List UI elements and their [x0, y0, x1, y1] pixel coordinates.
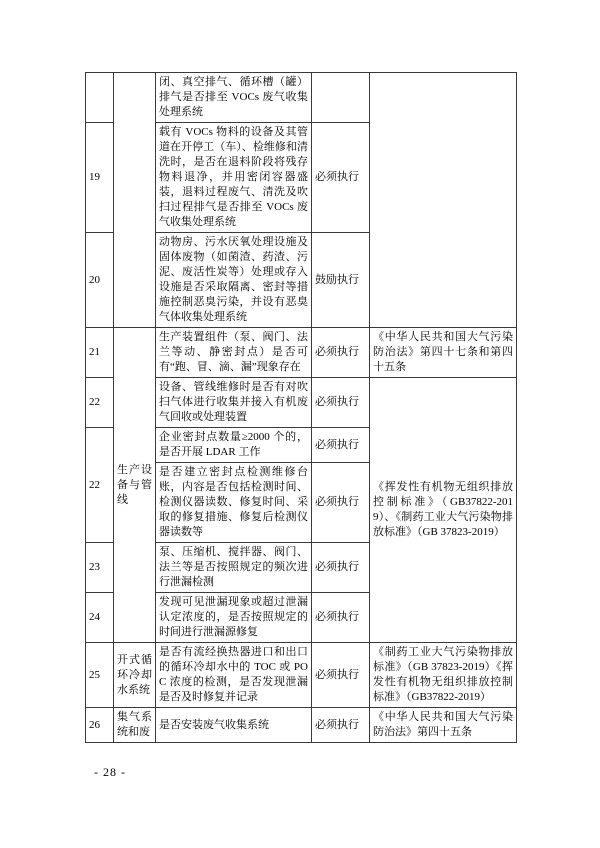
- row-number-cell: 22: [86, 378, 114, 428]
- requirement-cell: [312, 73, 370, 123]
- row-number-cell: 22: [86, 428, 114, 543]
- page-number: - 28 -: [94, 765, 126, 779]
- legal-basis-cell: 《挥发性有机物无组织排放控制标准》（GB37822-2019）、《制药工业大气污染物排放标准》（GB 37823-2019）: [370, 378, 517, 643]
- requirement-cell: 必须执行: [312, 593, 370, 643]
- requirement-cell: 必须执行: [312, 328, 370, 378]
- requirement-cell: 必须执行: [312, 543, 370, 593]
- row-number-cell: 23: [86, 543, 114, 593]
- content-cell: 发现可见泄漏现象或超过泄漏认定浓度的，是否按照规定的时间进行泄漏源修复: [156, 593, 312, 643]
- content-cell: 是否建立密封点检测维修台账，内容是否包括检测时间、检测仪器读数、修复时间、采取的修复措施、修复后检测仪器读数等: [156, 463, 312, 543]
- requirement-cell: 必须执行: [312, 123, 370, 233]
- row-number-cell: 24: [86, 593, 114, 643]
- content-cell: 动物房、污水厌氧处理设施及固体废物（如菌渣、药渣、污泥、废活性炭等）处理或存入设施是否采取隔离、密封等措施控制恶臭污染，并设有恶臭气体收集处理系统: [156, 233, 312, 328]
- table-row: [86, 708, 517, 743]
- row-number-cell: 25: [86, 643, 114, 708]
- requirement-cell: 必须执行: [312, 378, 370, 428]
- row-number-cell: 20: [86, 233, 114, 328]
- content-cell: 载有 VOCs 物料的设备及其管道在开停工（车）、检维修和清洗时，是否在退料阶段将残存物料退净，并用密闭容器盛装，退料过程废气、清洗及吹扫过程排气是否排至 VOCs 废气收集处理系统: [156, 123, 312, 233]
- row-number-cell: [86, 73, 114, 123]
- category-cell: [114, 73, 156, 328]
- category-cell: 集气系统和废: [114, 708, 156, 743]
- table-row: [86, 643, 517, 708]
- requirement-cell: 必须执行: [312, 428, 370, 463]
- category-cell: 生产设备与管线: [114, 328, 156, 643]
- content-cell: 闭、真空排气、循环槽（罐）排气是否排至 VOCs 废气收集处理系统: [156, 73, 312, 123]
- legal-basis-cell: 《中华人民共和国大气污染防治法》第四十七条和第四十五条: [370, 328, 517, 378]
- content-cell: 泵、压缩机、搅拌器、阀门、法兰等是否按照规定的频次进行泄漏检测: [156, 543, 312, 593]
- table-row: [86, 73, 517, 123]
- requirement-cell: 鼓励执行: [312, 233, 370, 328]
- content-cell: 设备、管线维修时是否有对吹扫气体进行收集并接入有机废气回收或处理装置: [156, 378, 312, 428]
- content-cell: 是否安装废气收集系统: [156, 708, 312, 743]
- legal-basis-cell: [370, 73, 517, 328]
- row-number-cell: 26: [86, 708, 114, 743]
- content-cell: 生产装置组件（泵、阀门、法兰等动、静密封点）是否可有“跑、冒、滴、漏”现象存在: [156, 328, 312, 378]
- inspection-checklist-table: [85, 72, 517, 743]
- requirement-cell: 必须执行: [312, 643, 370, 708]
- legal-basis-cell: 《中华人民共和国大气污染防治法》第四十五条: [370, 708, 517, 743]
- content-cell: 企业密封点数量≥2000 个的，是否开展 LDAR 工作: [156, 428, 312, 463]
- requirement-cell: 必须执行: [312, 708, 370, 743]
- row-number-cell: 19: [86, 123, 114, 233]
- row-number-cell: 21: [86, 328, 114, 378]
- category-cell: 开式循环冷却水系统: [114, 643, 156, 708]
- content-cell: 是否有流经换热器进口和出口的循环冷却水中的 TOC 或 POC 浓度的检测，是否发现泄漏是否及时修复并记录: [156, 643, 312, 708]
- legal-basis-cell: 《制药工业大气污染物排放标准》（GB 37823-2019）《挥发性有机物无组织排放控制标准》（GB37822-2019）: [370, 643, 517, 708]
- table-row: [86, 328, 517, 378]
- requirement-cell: 必须执行: [312, 463, 370, 543]
